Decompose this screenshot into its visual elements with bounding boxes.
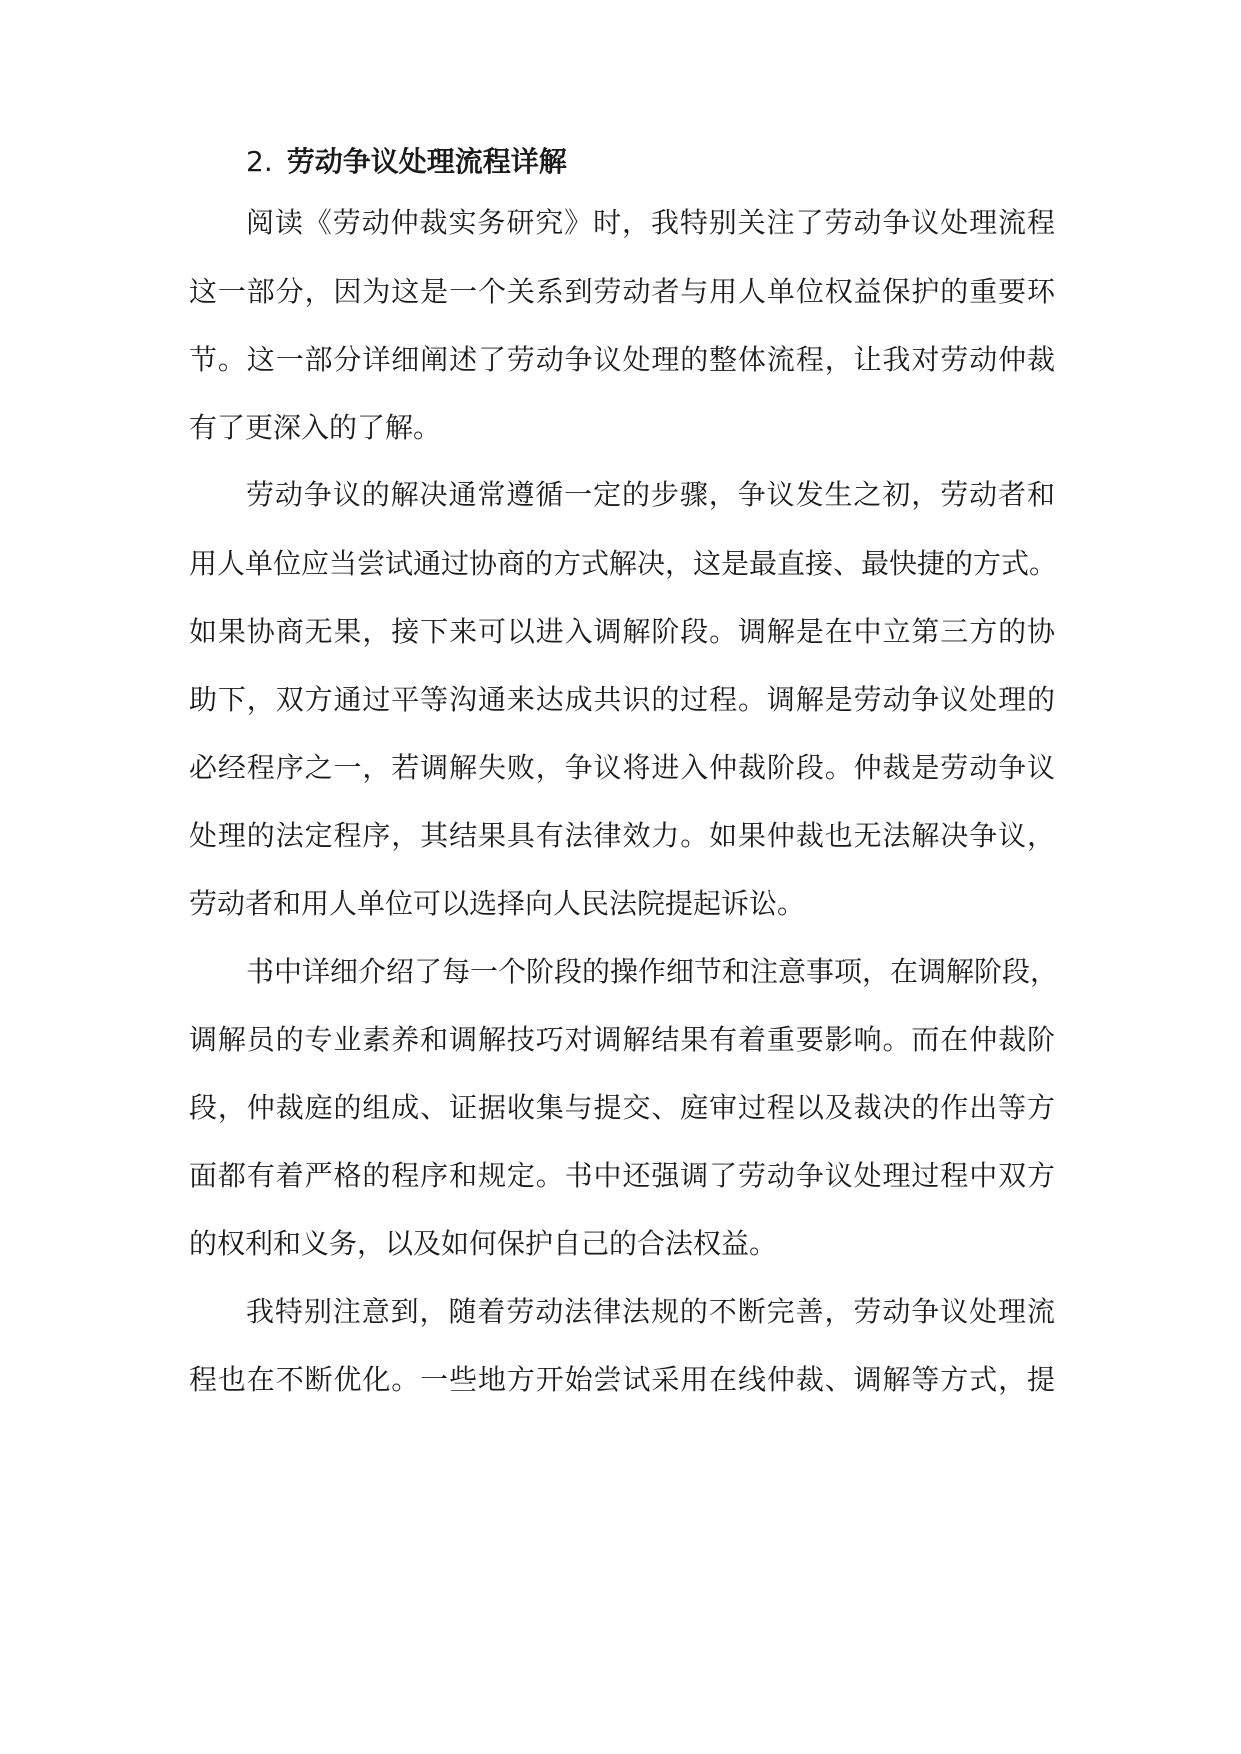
- paragraph-line: 程也在不断优化。一些地方开始尝试采用在线仲裁、调解等方式，提: [189, 1363, 1055, 1396]
- paragraph-line: 书中详细介绍了每一个阶段的操作细节和注意事项，在调解阶段，: [246, 955, 1059, 988]
- section-heading: [246, 142, 567, 182]
- paragraph-line: 有了更深入的了解。: [189, 411, 442, 444]
- paragraph-line: 劳动争议的解决通常遵循一定的步骤，争议发生之初，劳动者和: [246, 478, 1055, 511]
- paragraph-line: 劳动者和用人单位可以选择向人民法院提起诉讼。: [189, 887, 806, 920]
- paragraph-line: 助下，双方通过平等沟通来达成共识的过程。调解是劳动争议处理的: [189, 683, 1055, 716]
- paragraph-line: 的权利和义务，以及如何保护自己的合法权益。: [189, 1227, 778, 1260]
- section-title: 劳动争议处理流程详解: [286, 145, 567, 178]
- paragraph-line: 必经程序之一，若调解失败，争议将进入仲裁阶段。仲裁是劳动争议: [189, 751, 1055, 784]
- paragraph-line: 面都有着严格的程序和规定。书中还强调了劳动争议处理过程中双方: [189, 1159, 1055, 1192]
- paragraph-line: 节。这一部分详细阐述了劳动争议处理的整体流程，让我对劳动仲裁: [189, 343, 1055, 376]
- paragraph-line: 我特别注意到，随着劳动法律法规的不断完善，劳动争议处理流: [246, 1295, 1055, 1328]
- paragraph-line: 这一部分，因为这是一个关系到劳动者与用人单位权益保护的重要环: [189, 275, 1055, 308]
- section-number: 2.: [246, 145, 273, 178]
- paragraph-line: 调解员的专业素养和调解技巧对调解结果有着重要影响。而在仲裁阶: [189, 1023, 1055, 1056]
- paragraph-line: 段，仲裁庭的组成、证据收集与提交、庭审过程以及裁决的作出等方: [189, 1091, 1055, 1124]
- paragraph-line: 如果协商无果，接下来可以进入调解阶段。调解是在中立第三方的协: [189, 615, 1055, 648]
- paragraph-line: 用人单位应当尝试通过协商的方式解决，这是最直接、最快捷的方式。: [189, 547, 1058, 580]
- paragraph-line: 阅读《劳动仲裁实务研究》时，我特别关注了劳动争议处理流程: [246, 206, 1055, 239]
- paragraph-line: 处理的法定程序，其结果具有法律效力。如果仲裁也无法解决争议，: [189, 819, 1055, 852]
